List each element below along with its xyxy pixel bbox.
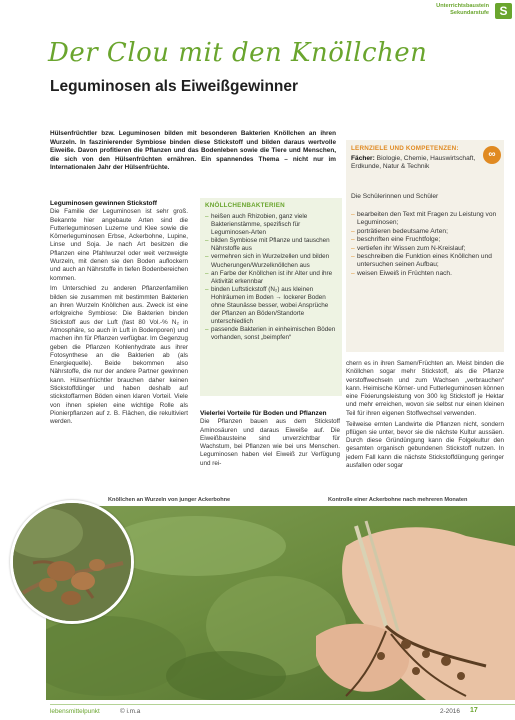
section-tag-line1: Unterrichtsbaustein [436,3,489,9]
column-3 [346,360,504,473]
column-3-paragraph-1: chern es in ihren Samen/Früchten an. Meist binden die Knöllchen sogar mehr Stickstoff, als die Pflanze verstoffwechseln und zum Wachsen „verbrauchen“ kann. Heimische Körner- und Futterleguminosen können eine Fixierungsleistung von 300 kg Stickstoff je Hektar und mehr erreichen, wovon sie selbst nur einen kleinen Teil für ihren eigenen Stoffwechsel verwenden. [346,360,504,417]
section-tag [411,3,489,17]
page-number: 17 [470,707,478,714]
column-1-heading: Leguminosen gewinnen Stickstoff [50,200,157,207]
list-item: – beschriften eine Fruchtfolge; [351,236,501,244]
column-1-paragraph-2: Im Unterschied zu anderen Pflanzenfamilien bilden sie zusammen mit bestimmten Bakterien an ihren Wurzeln Knöllchen aus. Zweck ist eine erfolgreiche Symbiose: Die Bakterien binden Stickstoff aus der Luft (fast 80 Vol.-% N₂ in Atmosphäre, so auch in Luft in Bodenporen) und machen ihn für Pflanzen verfügbar. Im Gegenzug geben die Pflanzen Kohlenhydrate aus ihrer Fotosynthese an die Bakterien ab (als Energiequelle). Beide bekommen also Nährstoffe, die nur der andere Partner gewinnen kann. Hülsenfrüchtler brauchen daher keinen Stickstoffdünger und haben deshalb auf stickstoffarmen Böden einen klaren Vorteil. Viele von ihnen spielen eine wichtige Rolle als Pionierpflanzen auf z. B. Flächen, die rekultiviert werden. [50,285,188,426]
page-subtitle: Leguminosen als Eiweißgewinner [50,78,299,95]
photo-caption-right: Kontrolle einer Ackerbohne nach mehreren Monaten [328,497,468,503]
section-tag-line2: Sekundarstufe [450,10,489,16]
learning-goals-subjects [351,155,481,171]
list-item: – beschreiben die Funktion eines Knöllchen und untersuchen seinen Aufbau; [351,253,501,270]
nodule-bacteria-list [205,213,339,343]
learning-goals-heading: LERNZIELE UND KOMPETENZEN: [351,145,459,152]
footer-logo: lebensmittelpunkt [50,708,100,715]
list-item: – weisen Eiweiß in Früchten nach. [351,270,501,278]
list-item: – passende Bakterien in einheimischen Böden vorhanden, sonst „beimpfen“ [205,326,339,342]
footer-copyright: © i.m.a [120,708,141,715]
list-item: – vertiefen ihr Wissen zum N-Kreislauf; [351,245,501,253]
column-2 [200,410,340,471]
column-1-paragraph-1: Die Familie der Leguminosen ist sehr groß. Bekannte hier angebaute Arten sind die Futterleguminosen Luzerne und Klee sowie die Körnerleguminosen Erbse, Ackerbohne, Lupine, Linse und Soja. Je nach Art besitzen die Pflanzen eine Pfahlwurzel oder weit verzweigte Wurzeln, mit denen sie den Boden auflockern und auch an Nährstoffe in tiefen Bodenbereichen kommen. [50,208,188,282]
footer-issue-date: 2-2016 [440,708,460,715]
list-item: – bilden Symbiose mit Pflanze und tauschen Nährstoffe aus [205,237,339,253]
subjects-label: Fächer: [351,155,375,162]
subjects-list: Biologie, Chemie, Hauswirtschaft, Erdkunde, Natur & Technik [351,155,476,171]
photo-caption-left: Knöllchen an Wurzeln von junger Ackerbohne [108,497,231,503]
list-item: – bearbeiten den Text mit Fragen zu Leistung von Leguminosen; [351,211,501,228]
column-3-paragraph-2: Teilweise ernten Landwirte die Pflanzen nicht, sondern pflügen sie unter, bevor sie die nächste Kultur aussäen. Durch diese Gründüngung kann die Folgekultur den gesamten organisch gebundenen Stickstoff nutzen. In jedem Fall kann die nächste Stickstoffdüngung geringer ausfallen oder sogar [346,420,504,470]
list-item: – an Farbe der Knöllchen ist ihr Alter und ihre Aktivität erkennbar [205,270,339,286]
footer-divider [50,704,515,705]
list-item: – binden Luftstickstoff (N₂) aus kleinen Hohlräumen im Boden → lockerer Boden ohne Staunässe besser, wobei Ansprüche der Pflanzen an Böden/Standorte unterschiedlich [205,286,339,326]
section-badge: S [495,3,512,19]
young-bean-nodules-inset-photo [10,500,134,624]
infinity-icon: ∞ [483,146,501,164]
learning-goals-intro: Die Schülerinnen und Schüler [351,193,439,200]
column-2-heading: Vielerlei Vorteile für Boden und Pflanzen [200,410,327,417]
page-title: Der Clou mit den Knöllchen [48,38,428,68]
column-2-paragraph-1: Die Pflanzen bauen aus dem Stickstoff Aminosäuren und daraus Eiweiße auf. Die Eiweißbausteine sind unverzichtbar für Wachstum, bei Pflanzen wie bei uns Menschen. Leguminosen haben viel Eiweiß zur Verfügung und rei- [200,418,340,467]
list-item: – porträtieren bedeutsame Arten; [351,228,501,236]
list-item: – heißen auch Rhizobien, ganz viele Bakterienstämme, spezifisch für Leguminosen-Arten [205,213,339,237]
list-item: – vermehren sich in Wurzelzellen und bilden Wucherungen/Wurzelknöllchen aus [205,253,339,269]
nodule-bacteria-heading: KNÖLLCHENBAKTERIEN [205,202,285,209]
intro-paragraph: Hülsenfrüchtler bzw. Leguminosen bilden mit besonderen Bakterien Knöllchen an ihren Wurzeln. In faszinierender Symbiose binden diese Stickstoff und bilden daraus wertvolle Eiweiße. Davon profitieren die Pflanzen und das Bodenleben sowie die Tiere und Menschen, die sich von den Hülsenfrüchten ernähren. Ein spannendes Thema – nicht nur im Internationalen Jahr der Hülsenfrüchte. [50,130,336,172]
learning-goals-list [351,211,501,278]
column-1 [50,200,188,429]
